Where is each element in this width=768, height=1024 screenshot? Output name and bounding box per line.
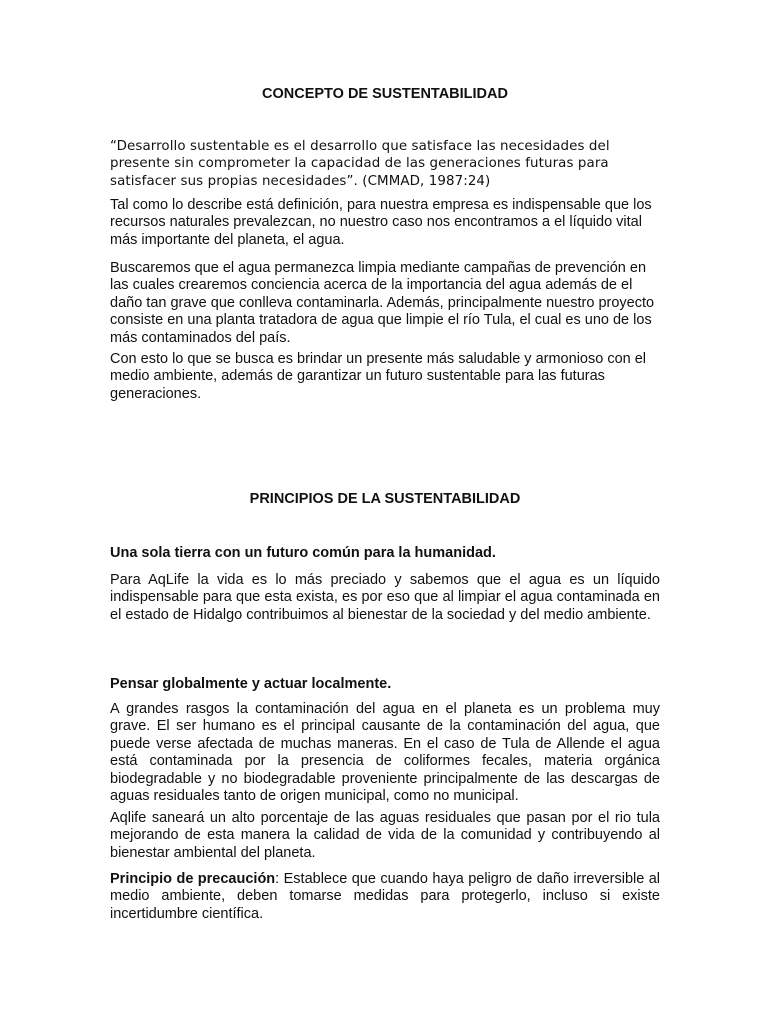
principle-text-una-sola-tierra: Para AqLife la vida es lo más preciado y sabemos que el agua es un líquido indispensable para que esta exista, es por eso que al limpiar el agua contaminada en el estado de Hidalgo contribuimos al bienestar de la sociedad y del medio ambiente. (110, 572, 660, 623)
document-page (110, 0, 660, 1024)
paragraph-definition: Tal como lo describe está definición, para nuestra empresa es indispensable que los recursos naturales prevalezcan, no nuestro caso nos encontramos a el líquido vital más importante del planeta, el agua. (110, 197, 652, 248)
paragraph-future: Con esto lo que se busca es brindar un presente más saludable y armonioso con el medio ambiente, además de garantizar un futuro sustentable para las futuras generaciones. (110, 351, 647, 402)
principle-text-precaucion: : Establece que cuando haya peligro de daño irreversible al medio ambiente, deben tomarse medidas para protegerlo, incluso si existe incertidumbre científica. (110, 871, 661, 922)
principle-text-aqlife-saneara: Aqlife saneará un alto porcentaje de las aguas residuales que pasan por el rio tula mejorando de esta manera la calidad de vida de la comunidad y contribuyendo al bienestar ambiental del planeta. (110, 810, 660, 861)
principle-heading-pensar-globalmente: Pensar globalmente y actuar localmente. (110, 676, 392, 692)
section-title-concepto: CONCEPTO DE SUSTENTABILIDAD (262, 86, 508, 102)
principle-text-contaminacion: A grandes rasgos la contaminación del agua en el planeta es un problema muy grave. El ser humano es el principal causante de la contaminación del agua, que puede verse afectada de muchas maneras. En el caso de Tula de Allende el agua está contaminada por la presencia de coliformes fecales, materia orgánica biodegradable y no biodegradable proveniente principalmente de las descargas de aguas residuales tanto de origen municipal, como no municipal. (110, 701, 660, 805)
definition-quote: “Desarrollo sustentable es el desarrollo que satisface las necesidades del presente sin comprometer la capacidad de las generaciones futuras para satisfacer sus propias necesidades”. (CMMAD, 1987:24) (110, 139, 610, 189)
paragraph-campaigns: Buscaremos que el agua permanezca limpia mediante campañas de prevención en las cuales crearemos conciencia acerca de la importancia del agua además de el daño tan grave que conlleva contaminarla. Además, principalmente nuestro proyecto consiste en una planta tratadora de agua que limpie el río Tula, el cual es uno de los más contaminados del país. (110, 260, 655, 346)
section-title-principios: PRINCIPIOS DE LA SUSTENTABILIDAD (249, 491, 521, 507)
principle-heading-precaucion: Principio de precaución (110, 871, 276, 887)
principle-precaucion-paragraph (110, 871, 660, 923)
principle-heading-una-sola-tierra: Una sola tierra con un futuro común para la humanidad. (110, 545, 496, 561)
